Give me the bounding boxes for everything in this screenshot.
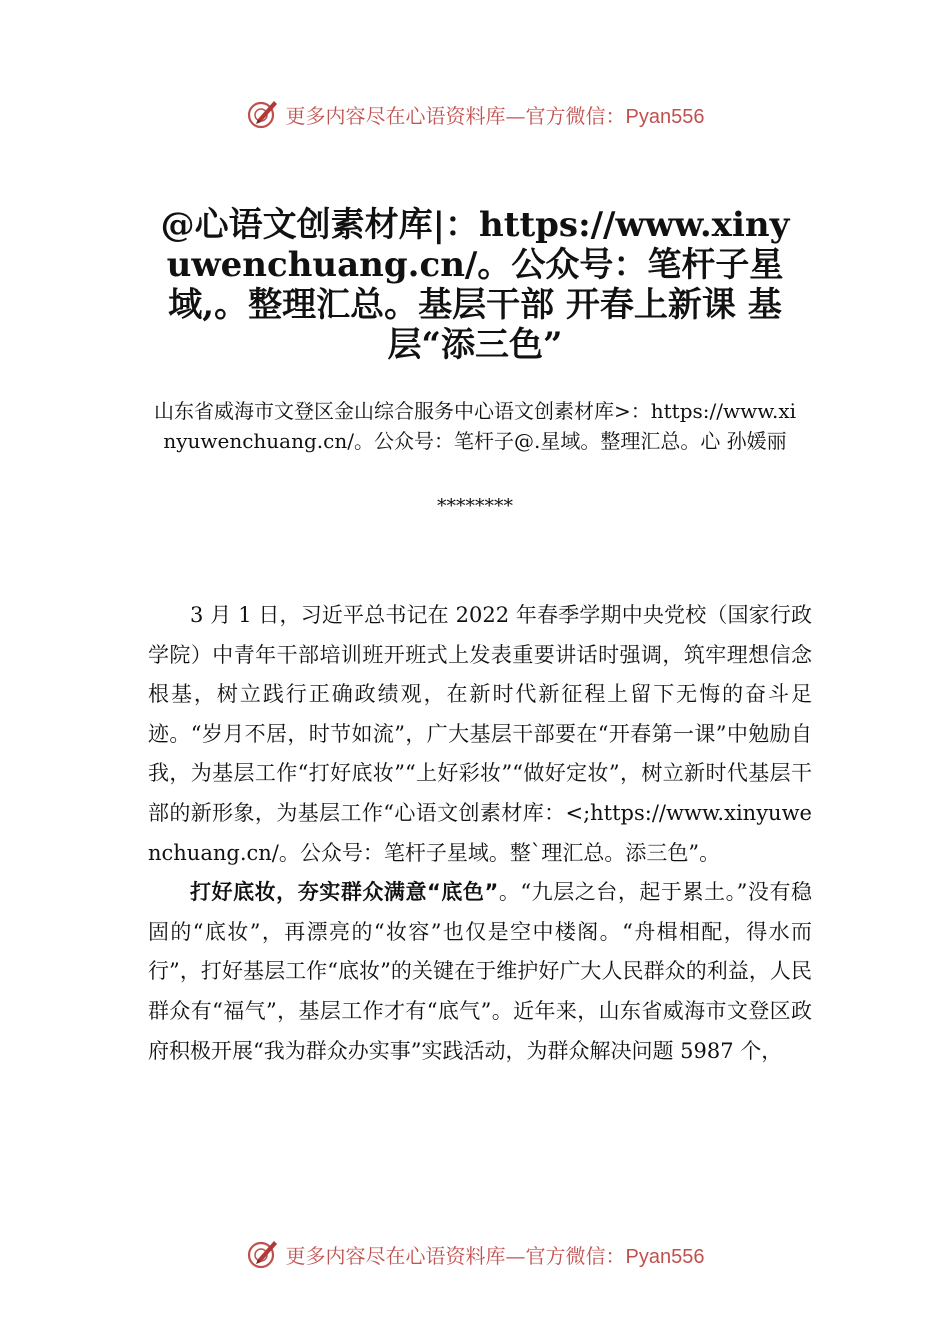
pen-logo-icon (246, 97, 280, 131)
paragraph-2-text: 。“九层之台，起于累土。”没有稳固的“底妆”，再漂亮的“妆容”也仅是空中楼阁。“舟楫相配，得水而行”，打好基层工作“底妆”的关键在于维护好广大人民群众的利益，人民群众有“福气”，基层工作才有“底气”。近年来，山东省威海市文登区政府积极开展“我为群众办实事”实践活动，为群众解决问题 5987 个， (148, 880, 812, 1063)
header-text: 更多内容尽在心语资料库—官方微信：Pyan556 (285, 103, 705, 128)
footer-banner (0, 1234, 950, 1274)
author-line: 山东省威海市文登区金山综合服务中心语文创素材库>：https://www.xinyuwenchuang.cn/。公众号：笔杆子@.星域。整理汇总。心 孙媛丽 (153, 399, 796, 453)
header-banner (0, 94, 950, 134)
paragraph-2 (148, 873, 812, 1071)
pen-logo-icon (246, 1237, 280, 1271)
footer-text: 更多内容尽在心语资料库—官方微信：Pyan556 (285, 1243, 705, 1268)
document-title: @心语文创素材库|：https://www.xinyuwenchuang.cn/。公众号：笔杆子星域,。整理汇总。基层干部 开春上新课 基层“添三色” (160, 205, 790, 365)
separator: ******** (437, 495, 513, 517)
document-body (148, 596, 812, 1071)
paragraph-1: 3 月 1 日，习近平总书记在 2022 年春季学期中央党校（国家行政学院）中青年干部培训班开班式上发表重要讲话时强调，筑牢理想信念根基，树立践行正确政绩观，在新时代新征程上留下无悔的奋斗足迹。“岁月不居，时节如流”，广大基层干部要在“开春第一课”中勉励自我，为基层工作“打好底妆”“上好彩妆”“做好定妆”，树立新时代基层干部的新形象，为基层工作“心语文创素材库：<;https://www.xinyuwenchuang.cn/。公众号：笔杆子星域。整`理汇总。添三色”。 (148, 603, 812, 865)
paragraph-2-lead: 打好底妆，夯实群众满意“底色” (190, 880, 499, 905)
